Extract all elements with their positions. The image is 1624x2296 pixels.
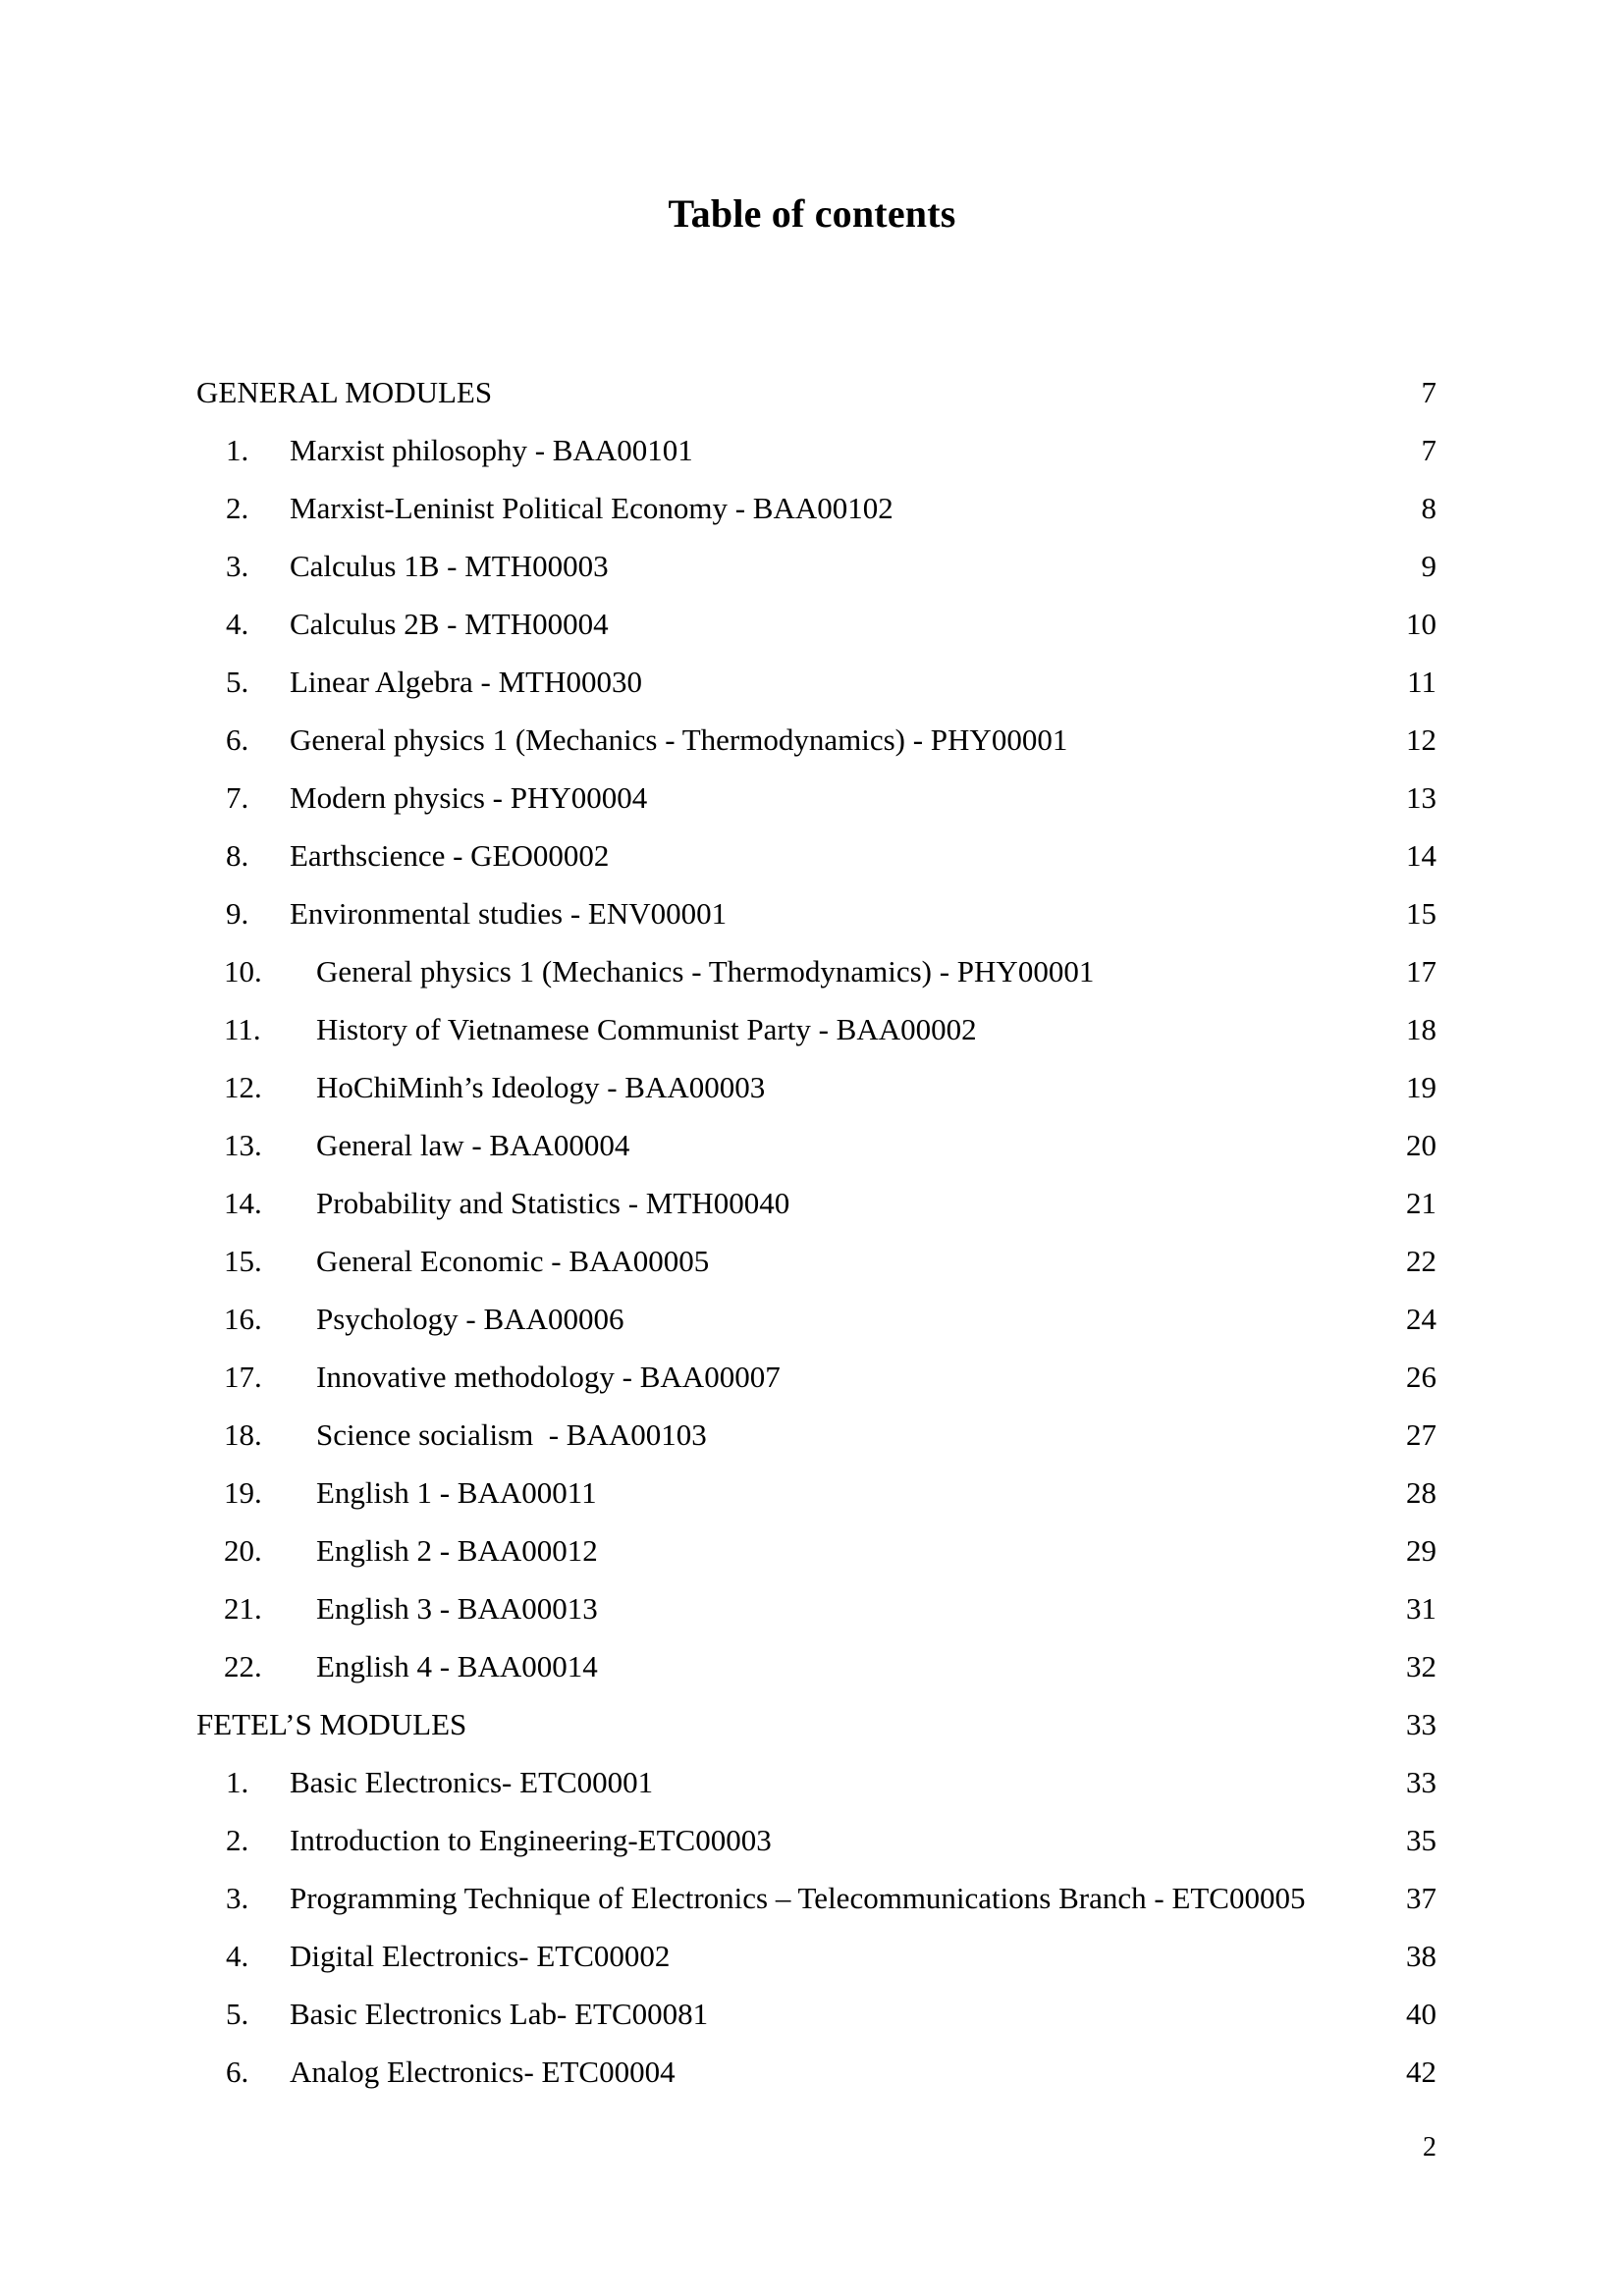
toc-entry-number: 17. [224,1360,262,1394]
toc-entry-number: 19. [224,1475,262,1510]
toc-entry-page-number: 37 [1406,1881,1436,1915]
toc-entry-row[interactable] [196,1753,1436,1811]
toc-entry-label: Calculus 2B - MTH00004 [290,607,609,641]
toc-entry-page-number: 7 [1421,433,1436,467]
toc-entry-row[interactable] [196,884,1436,942]
toc-entry-label: English 3 - BAA00013 [316,1591,598,1626]
toc-entry-number: 16. [224,1302,262,1336]
toc-entry-page-number: 21 [1406,1186,1436,1220]
toc-entry-label: English 2 - BAA00012 [316,1533,598,1568]
toc-entry-label: General law - BAA00004 [316,1128,630,1162]
toc-entry-number: 1. [226,1765,249,1799]
toc-entry-page-number: 33 [1406,1765,1436,1799]
toc-entry-page-number: 15 [1406,896,1436,931]
toc-entry-number: 3. [226,549,249,583]
toc-entry-row[interactable] [196,1174,1436,1232]
toc-entry-label: Digital Electronics- ETC00002 [290,1939,671,1973]
toc-entry-row[interactable] [196,653,1436,711]
toc-entry-page-number: 24 [1406,1302,1436,1336]
toc-entry-row[interactable] [196,1232,1436,1290]
toc-entry-label: English 1 - BAA00011 [316,1475,597,1510]
toc-entry-page-number: 11 [1407,665,1436,699]
toc-entry-page-number: 14 [1406,838,1436,873]
toc-entry-row[interactable] [196,769,1436,827]
toc-entry-label: Probability and Statistics - MTH00040 [316,1186,790,1220]
toc-entry-page-number: 28 [1406,1475,1436,1510]
toc-entry-number: 10. [224,954,262,988]
toc-entry-page-number: 42 [1406,2055,1436,2089]
toc-entry-row[interactable] [196,1811,1436,1869]
toc-entry-page-number: 10 [1406,607,1436,641]
toc-entry-number: 12. [224,1070,262,1104]
toc-entry-page-number: 19 [1406,1070,1436,1104]
toc-entry-number: 15. [224,1244,262,1278]
toc-entry-label: History of Vietnamese Communist Party - BAA00002 [316,1012,977,1046]
toc-entry-page-number: 17 [1406,954,1436,988]
toc-entry-label: Innovative methodology - BAA00007 [316,1360,781,1394]
toc-section-heading-label: GENERAL MODULES [196,375,493,409]
toc-entry-page-number: 31 [1406,1591,1436,1626]
table-of-contents [196,363,1436,2101]
toc-entry-label: Calculus 1B - MTH00003 [290,549,609,583]
toc-entry-number: 7. [226,780,249,815]
toc-entry-page-number: 13 [1406,780,1436,815]
toc-entry-row[interactable] [196,1522,1436,1579]
toc-entry-row[interactable] [196,1348,1436,1406]
toc-entry-row[interactable] [196,827,1436,884]
toc-entry-row[interactable] [196,1579,1436,1637]
toc-entry-number: 20. [224,1533,262,1568]
toc-entry-row[interactable] [196,2043,1436,2101]
toc-section-heading-row[interactable] [196,363,1436,421]
toc-entry-row[interactable] [196,1058,1436,1116]
footer-page-number: 2 [1423,2132,1436,2163]
toc-entry-row[interactable] [196,595,1436,653]
toc-entry-page-number: 8 [1421,491,1436,525]
toc-entry-number: 5. [226,665,249,699]
toc-entry-label: Analog Electronics- ETC00004 [290,2055,676,2089]
toc-section-page-number: 33 [1406,1707,1436,1741]
toc-entry-page-number: 29 [1406,1533,1436,1568]
toc-entry-label: General physics 1 (Mechanics - Thermodynamics) - PHY00001 [290,722,1068,757]
toc-section-heading-row[interactable] [196,1695,1436,1753]
toc-section-page-number: 7 [1421,375,1436,409]
toc-entry-row[interactable] [196,1406,1436,1464]
toc-entry-number: 1. [226,433,249,467]
toc-entry-label: Science socialism - BAA00103 [316,1417,707,1452]
toc-entry-label: Introduction to Engineering-ETC00003 [290,1823,772,1857]
toc-entry-label: Marxist-Leninist Political Economy - BAA00102 [290,491,893,525]
toc-entry-number: 8. [226,838,249,873]
toc-entry-number: 18. [224,1417,262,1452]
toc-entry-page-number: 18 [1406,1012,1436,1046]
toc-entry-row[interactable] [196,1985,1436,2043]
toc-entry-page-number: 12 [1406,722,1436,757]
toc-entry-label: Psychology - BAA00006 [316,1302,624,1336]
toc-entry-label: Programming Technique of Electronics – Telecommunications Branch - ETC00005 [290,1881,1306,1915]
toc-entry-number: 3. [226,1881,249,1915]
toc-entry-page-number: 20 [1406,1128,1436,1162]
toc-entry-row[interactable] [196,1464,1436,1522]
toc-section-heading-label: FETEL’S MODULES [196,1707,467,1741]
toc-entry-label: Modern physics - PHY00004 [290,780,648,815]
toc-entry-number: 22. [224,1649,262,1683]
toc-entry-page-number: 27 [1406,1417,1436,1452]
toc-entry-label: HoChiMinh’s Ideology - BAA00003 [316,1070,766,1104]
toc-entry-row[interactable] [196,479,1436,537]
toc-entry-page-number: 22 [1406,1244,1436,1278]
toc-entry-number: 21. [224,1591,262,1626]
toc-entry-label: Environmental studies - ENV00001 [290,896,728,931]
toc-entry-row[interactable] [196,421,1436,479]
toc-entry-row[interactable] [196,1116,1436,1174]
toc-entry-page-number: 26 [1406,1360,1436,1394]
toc-entry-label: Basic Electronics Lab- ETC00081 [290,1997,709,2031]
toc-entry-row[interactable] [196,711,1436,769]
toc-entry-number: 4. [226,607,249,641]
toc-entry-row[interactable] [196,537,1436,595]
toc-entry-label: Earthscience - GEO00002 [290,838,610,873]
toc-entry-number: 14. [224,1186,262,1220]
toc-entry-page-number: 40 [1406,1997,1436,2031]
toc-entry-number: 11. [224,1012,261,1046]
toc-entry-page-number: 38 [1406,1939,1436,1973]
toc-entry-number: 13. [224,1128,262,1162]
toc-entry-number: 6. [226,722,249,757]
toc-entry-number: 2. [226,491,249,525]
toc-entry-label: General Economic - BAA00005 [316,1244,710,1278]
toc-entry-number: 2. [226,1823,249,1857]
toc-entry-page-number: 9 [1421,549,1436,583]
toc-entry-row[interactable] [196,942,1436,1000]
toc-entry-row[interactable] [196,1927,1436,1985]
toc-entry-label: General physics 1 (Mechanics - Thermodynamics) - PHY00001 [316,954,1095,988]
toc-entry-number: 5. [226,1997,249,2031]
toc-entry-row[interactable] [196,1000,1436,1058]
toc-entry-label: Basic Electronics- ETC00001 [290,1765,654,1799]
toc-entry-page-number: 35 [1406,1823,1436,1857]
toc-entry-label: Linear Algebra - MTH00030 [290,665,642,699]
toc-entry-label: English 4 - BAA00014 [316,1649,598,1683]
toc-entry-label: Marxist philosophy - BAA00101 [290,433,693,467]
page-title: Table of contents [668,191,956,236]
toc-entry-row[interactable] [196,1637,1436,1695]
toc-entry-number: 9. [226,896,249,931]
toc-entry-page-number: 32 [1406,1649,1436,1683]
toc-entry-row[interactable] [196,1290,1436,1348]
toc-entry-number: 6. [226,2055,249,2089]
toc-entry-row[interactable] [196,1869,1436,1927]
toc-entry-number: 4. [226,1939,249,1973]
